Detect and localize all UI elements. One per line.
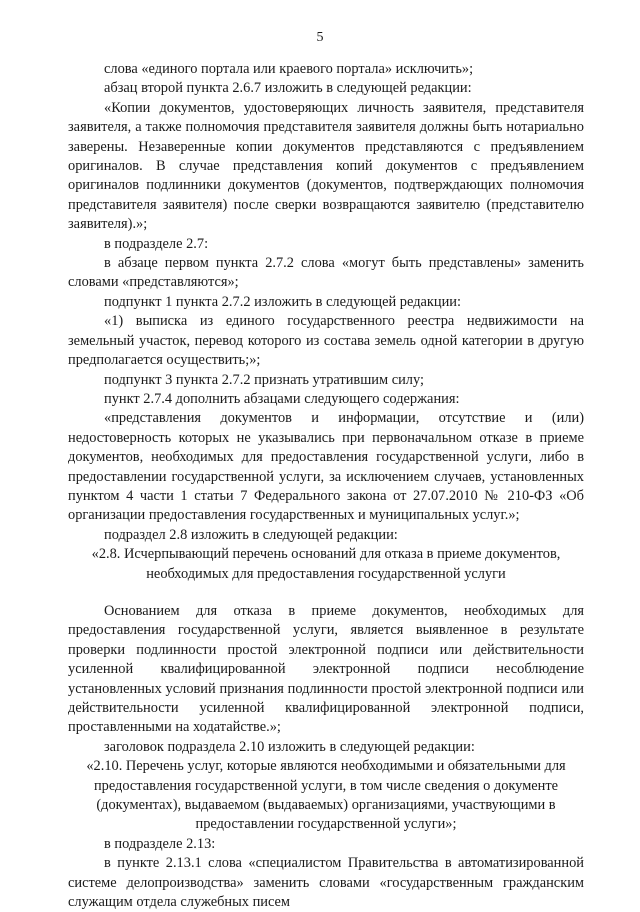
paragraph: слова «единого портала или краевого портала» исключить»; [104,61,474,77]
paragraph: в абзаце первом пункта 2.7.2 слова «могут быть представлены» заменить словами «представляются»; [68,255,584,291]
paragraph: «представления документов и информации, отсутствие и (или) недостоверность которых не указывались при первоначальном отказе в приеме документов, необходимых для предоставления государственной услуги, либо в предоставлении государственной услуги, за исключением случаев, установленных пунктом 4 части 1 статьи 7 Федерального закона от 27.07.2010 № 210-ФЗ «Об организации предоставления государственных и муниципальных услуг.»; [68,410,584,524]
document-body [68,60,584,912]
paragraph: подраздел 2.8 изложить в следующей редакции: [104,526,398,543]
section-heading-2-10: «2.10. Перечень услуг, которые являются необходимыми и обязательными для предоставления государственной услуги, в том числе сведения о документе (документах), выдаваемом (выдаваемых) организациями, участвующими в предоставлении государственной услуги»; [86,758,566,833]
spacer [68,584,584,602]
paragraph: «Копии документов, удостоверяющих личность заявителя, представителя заявителя, а также полномочия представителя заявителя должны быть нотариально заверены. Незаверенные копии документов представляются с предъявлением оригиналов. В случае представления копий документов с предъявлением оригиналов подлинники документов (документов, подтверждающих полномочия представителя заявителя) после сверки возвращаются заявителю (представителю заявителя).»; [68,99,584,233]
section-heading-2-8: «2.8. Исчерпывающий перечень оснований для отказа в приеме документов, необходимых для предоставления государственной услуги [91,546,561,582]
paragraph: «1) выписка из единого государственного реестра недвижимости на земельный участок, перевод которого из состава земель одной категории в другую предполагается осуществить;»; [68,313,584,369]
paragraph: в подразделе 2.7: [104,235,209,252]
page-number: 5 [316,30,324,45]
paragraph: пункт 2.7.4 дополнить абзацами следующего содержания: [104,390,460,407]
paragraph: в подразделе 2.13: [104,835,216,852]
paragraph: подпункт 1 пункта 2.7.2 изложить в следующей редакции: [104,293,461,310]
paragraph: в пункте 2.13.1 слова «специалистом Правительства в автоматизированной системе делопроизводства» заменить словами «государственным гражданским служащим отдела служебных писем [68,855,584,911]
paragraph: заголовок подраздела 2.10 изложить в следующей редакции: [104,738,475,755]
paragraph: абзац второй пункта 2.6.7 изложить в следующей редакции: [104,80,472,97]
paragraph: подпункт 3 пункта 2.7.2 признать утратившим силу; [104,371,424,388]
paragraph: Основанием для отказа в приеме документов, необходимых для предоставления государственной услуги, является выявленное в результате проверки подлинности простой электронной подписи или действительности усиленной квалифицированной электронной подписи несоблюдение установленных условий признания подлинности простой электронной подписи или действительности усиленной квалифицированной электронной подписи, проставленными на ходатайстве.»; [68,602,584,736]
